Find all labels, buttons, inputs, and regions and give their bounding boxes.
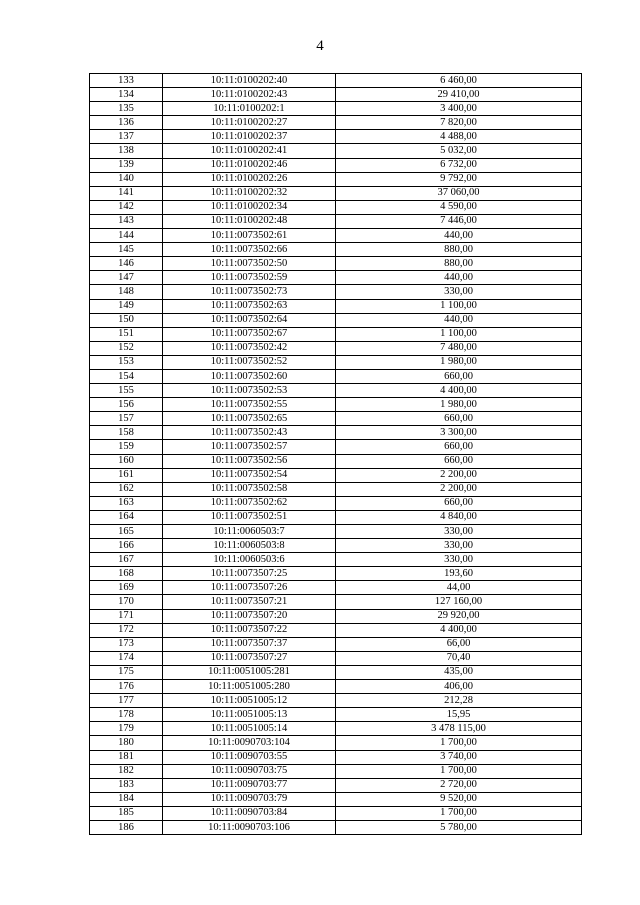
value-cell: 660,00 <box>336 369 582 383</box>
table-row <box>90 88 582 102</box>
row-number-cell: 159 <box>90 440 163 454</box>
cadastral-number-cell: 10:11:0073507:27 <box>163 651 336 665</box>
table-row <box>90 595 582 609</box>
row-number-cell: 172 <box>90 623 163 637</box>
cadastral-number-cell: 10:11:0073502:65 <box>163 412 336 426</box>
row-number-cell: 165 <box>90 525 163 539</box>
value-cell: 4 590,00 <box>336 200 582 214</box>
row-number-cell: 170 <box>90 595 163 609</box>
value-cell: 2 200,00 <box>336 482 582 496</box>
value-cell: 1 980,00 <box>336 398 582 412</box>
value-cell: 37 060,00 <box>336 186 582 200</box>
row-number-cell: 167 <box>90 553 163 567</box>
row-number-cell: 144 <box>90 229 163 243</box>
cadastral-number-cell: 10:11:0100202:34 <box>163 200 336 214</box>
value-cell: 3 300,00 <box>336 426 582 440</box>
cadastral-number-cell: 10:11:0073502:61 <box>163 229 336 243</box>
value-cell: 440,00 <box>336 313 582 327</box>
table-row <box>90 609 582 623</box>
table-row <box>90 680 582 694</box>
table-row <box>90 496 582 510</box>
value-cell: 1 700,00 <box>336 806 582 820</box>
row-number-cell: 157 <box>90 412 163 426</box>
value-cell: 660,00 <box>336 412 582 426</box>
row-number-cell: 148 <box>90 285 163 299</box>
row-number-cell: 138 <box>90 144 163 158</box>
row-number-cell: 158 <box>90 426 163 440</box>
table-row <box>90 398 582 412</box>
cadastral-number-cell: 10:11:0060503:8 <box>163 539 336 553</box>
row-number-cell: 186 <box>90 820 163 834</box>
table-row <box>90 778 582 792</box>
cadastral-number-cell: 10:11:0090703:84 <box>163 806 336 820</box>
value-cell: 1 100,00 <box>336 299 582 313</box>
value-cell: 44,00 <box>336 581 582 595</box>
row-number-cell: 179 <box>90 722 163 736</box>
row-number-cell: 140 <box>90 172 163 186</box>
row-number-cell: 156 <box>90 398 163 412</box>
table-row <box>90 426 582 440</box>
cadastral-number-cell: 10:11:0073507:25 <box>163 567 336 581</box>
row-number-cell: 152 <box>90 341 163 355</box>
table-row <box>90 327 582 341</box>
table-row <box>90 299 582 313</box>
cadastral-number-cell: 10:11:0090703:55 <box>163 750 336 764</box>
value-cell: 330,00 <box>336 525 582 539</box>
row-number-cell: 174 <box>90 651 163 665</box>
row-number-cell: 151 <box>90 327 163 341</box>
cadastral-number-cell: 10:11:0073502:67 <box>163 327 336 341</box>
table-row <box>90 186 582 200</box>
cadastral-number-cell: 10:11:0090703:106 <box>163 820 336 834</box>
cadastral-number-cell: 10:11:0090703:75 <box>163 764 336 778</box>
row-number-cell: 181 <box>90 750 163 764</box>
table-row <box>90 623 582 637</box>
cadastral-number-cell: 10:11:0073502:53 <box>163 384 336 398</box>
row-number-cell: 176 <box>90 680 163 694</box>
value-cell: 7 446,00 <box>336 214 582 228</box>
value-cell: 330,00 <box>336 553 582 567</box>
table-body <box>90 74 582 835</box>
row-number-cell: 137 <box>90 130 163 144</box>
cadastral-number-cell: 10:11:0073502:57 <box>163 440 336 454</box>
table-row <box>90 130 582 144</box>
cadastral-number-cell: 10:11:0100202:26 <box>163 172 336 186</box>
row-number-cell: 171 <box>90 609 163 623</box>
cadastral-number-cell: 10:11:0073507:37 <box>163 637 336 651</box>
table-row <box>90 736 582 750</box>
table-row <box>90 567 582 581</box>
value-cell: 880,00 <box>336 257 582 271</box>
row-number-cell: 147 <box>90 271 163 285</box>
row-number-cell: 164 <box>90 510 163 524</box>
row-number-cell: 160 <box>90 454 163 468</box>
value-cell: 6 732,00 <box>336 158 582 172</box>
value-cell: 440,00 <box>336 229 582 243</box>
value-cell: 15,95 <box>336 708 582 722</box>
row-number-cell: 184 <box>90 792 163 806</box>
cadastral-number-cell: 10:11:0051005:280 <box>163 680 336 694</box>
row-number-cell: 180 <box>90 736 163 750</box>
value-cell: 330,00 <box>336 285 582 299</box>
cadastral-number-cell: 10:11:0073502:43 <box>163 426 336 440</box>
cadastral-number-cell: 10:11:0100202:43 <box>163 88 336 102</box>
value-cell: 7 480,00 <box>336 341 582 355</box>
table-row <box>90 116 582 130</box>
value-cell: 212,28 <box>336 694 582 708</box>
table-row <box>90 510 582 524</box>
row-number-cell: 185 <box>90 806 163 820</box>
cadastral-number-cell: 10:11:0100202:32 <box>163 186 336 200</box>
cadastral-number-cell: 10:11:0060503:6 <box>163 553 336 567</box>
value-cell: 5 032,00 <box>336 144 582 158</box>
table-row <box>90 722 582 736</box>
table-row <box>90 243 582 257</box>
value-cell: 127 160,00 <box>336 595 582 609</box>
table-row <box>90 341 582 355</box>
table-row <box>90 369 582 383</box>
table-row <box>90 440 582 454</box>
cadastral-number-cell: 10:11:0051005:281 <box>163 665 336 679</box>
value-cell: 660,00 <box>336 454 582 468</box>
cadastral-number-cell: 10:11:0100202:1 <box>163 102 336 116</box>
cadastral-number-cell: 10:11:0073502:66 <box>163 243 336 257</box>
cadastral-number-cell: 10:11:0073502:62 <box>163 496 336 510</box>
table-row <box>90 806 582 820</box>
value-cell: 6 460,00 <box>336 74 582 88</box>
value-cell: 440,00 <box>336 271 582 285</box>
value-cell: 4 488,00 <box>336 130 582 144</box>
table-row <box>90 172 582 186</box>
table-row <box>90 750 582 764</box>
cadastral-number-cell: 10:11:0100202:27 <box>163 116 336 130</box>
value-cell: 7 820,00 <box>336 116 582 130</box>
cadastral-number-cell: 10:11:0090703:79 <box>163 792 336 806</box>
value-cell: 5 780,00 <box>336 820 582 834</box>
row-number-cell: 139 <box>90 158 163 172</box>
table-row <box>90 412 582 426</box>
cadastral-number-cell: 10:11:0073502:42 <box>163 341 336 355</box>
table-row <box>90 651 582 665</box>
value-cell: 4 840,00 <box>336 510 582 524</box>
value-cell: 1 100,00 <box>336 327 582 341</box>
row-number-cell: 143 <box>90 214 163 228</box>
table-row <box>90 454 582 468</box>
row-number-cell: 183 <box>90 778 163 792</box>
cadastral-number-cell: 10:11:0051005:14 <box>163 722 336 736</box>
row-number-cell: 155 <box>90 384 163 398</box>
table-row <box>90 144 582 158</box>
cadastral-number-cell: 10:11:0073502:52 <box>163 355 336 369</box>
cadastral-number-cell: 10:11:0073502:64 <box>163 313 336 327</box>
value-cell: 880,00 <box>336 243 582 257</box>
value-cell: 660,00 <box>336 440 582 454</box>
table-row <box>90 158 582 172</box>
cadastral-number-cell: 10:11:0090703:104 <box>163 736 336 750</box>
row-number-cell: 161 <box>90 468 163 482</box>
cadastral-number-cell: 10:11:0073502:73 <box>163 285 336 299</box>
row-number-cell: 169 <box>90 581 163 595</box>
table-row <box>90 820 582 834</box>
value-cell: 2 720,00 <box>336 778 582 792</box>
row-number-cell: 162 <box>90 482 163 496</box>
value-cell: 660,00 <box>336 496 582 510</box>
cadastral-number-cell: 10:11:0073502:50 <box>163 257 336 271</box>
cadastral-number-cell: 10:11:0073507:22 <box>163 623 336 637</box>
row-number-cell: 168 <box>90 567 163 581</box>
row-number-cell: 153 <box>90 355 163 369</box>
value-cell: 9 520,00 <box>336 792 582 806</box>
value-cell: 70,40 <box>336 651 582 665</box>
row-number-cell: 166 <box>90 539 163 553</box>
table-row <box>90 468 582 482</box>
table-row <box>90 74 582 88</box>
value-cell: 435,00 <box>336 665 582 679</box>
value-cell: 9 792,00 <box>336 172 582 186</box>
cadastral-number-cell: 10:11:0073502:54 <box>163 468 336 482</box>
value-cell: 4 400,00 <box>336 623 582 637</box>
value-cell: 193,60 <box>336 567 582 581</box>
row-number-cell: 177 <box>90 694 163 708</box>
row-number-cell: 163 <box>90 496 163 510</box>
row-number-cell: 175 <box>90 665 163 679</box>
table-row <box>90 102 582 116</box>
table-row <box>90 764 582 778</box>
cadastral-number-cell: 10:11:0060503:7 <box>163 525 336 539</box>
table-row <box>90 637 582 651</box>
table-row <box>90 482 582 496</box>
value-cell: 2 200,00 <box>336 468 582 482</box>
value-cell: 29 410,00 <box>336 88 582 102</box>
cadastral-number-cell: 10:11:0073502:59 <box>163 271 336 285</box>
cadastral-value-table <box>89 73 582 835</box>
value-cell: 3 740,00 <box>336 750 582 764</box>
cadastral-number-cell: 10:11:0073507:21 <box>163 595 336 609</box>
cadastral-number-cell: 10:11:0073502:63 <box>163 299 336 313</box>
table-row <box>90 285 582 299</box>
value-cell: 1 980,00 <box>336 355 582 369</box>
value-cell: 3 478 115,00 <box>336 722 582 736</box>
row-number-cell: 135 <box>90 102 163 116</box>
row-number-cell: 146 <box>90 257 163 271</box>
table-row <box>90 257 582 271</box>
table-row <box>90 313 582 327</box>
row-number-cell: 133 <box>90 74 163 88</box>
cadastral-number-cell: 10:11:0073502:55 <box>163 398 336 412</box>
value-cell: 330,00 <box>336 539 582 553</box>
table-row <box>90 355 582 369</box>
value-cell: 1 700,00 <box>336 736 582 750</box>
table-row <box>90 229 582 243</box>
cadastral-number-cell: 10:11:0073507:26 <box>163 581 336 595</box>
table-row <box>90 553 582 567</box>
table-row <box>90 539 582 553</box>
row-number-cell: 134 <box>90 88 163 102</box>
table-row <box>90 384 582 398</box>
table-row <box>90 200 582 214</box>
row-number-cell: 150 <box>90 313 163 327</box>
value-cell: 406,00 <box>336 680 582 694</box>
value-cell: 1 700,00 <box>336 764 582 778</box>
row-number-cell: 136 <box>90 116 163 130</box>
table-row <box>90 214 582 228</box>
cadastral-number-cell: 10:11:0100202:48 <box>163 214 336 228</box>
cadastral-number-cell: 10:11:0073507:20 <box>163 609 336 623</box>
table-row <box>90 694 582 708</box>
cadastral-number-cell: 10:11:0073502:60 <box>163 369 336 383</box>
row-number-cell: 173 <box>90 637 163 651</box>
row-number-cell: 182 <box>90 764 163 778</box>
row-number-cell: 145 <box>90 243 163 257</box>
page-number: 4 <box>316 38 324 54</box>
table-row <box>90 581 582 595</box>
row-number-cell: 149 <box>90 299 163 313</box>
cadastral-number-cell: 10:11:0100202:46 <box>163 158 336 172</box>
cadastral-number-cell: 10:11:0073502:56 <box>163 454 336 468</box>
table-row <box>90 271 582 285</box>
cadastral-number-cell: 10:11:0100202:40 <box>163 74 336 88</box>
value-cell: 3 400,00 <box>336 102 582 116</box>
table-row <box>90 708 582 722</box>
value-cell: 29 920,00 <box>336 609 582 623</box>
table-row <box>90 792 582 806</box>
row-number-cell: 141 <box>90 186 163 200</box>
cadastral-number-cell: 10:11:0051005:12 <box>163 694 336 708</box>
cadastral-number-cell: 10:11:0073502:51 <box>163 510 336 524</box>
row-number-cell: 178 <box>90 708 163 722</box>
value-cell: 66,00 <box>336 637 582 651</box>
value-cell: 4 400,00 <box>336 384 582 398</box>
cadastral-number-cell: 10:11:0100202:37 <box>163 130 336 144</box>
row-number-cell: 154 <box>90 369 163 383</box>
cadastral-number-cell: 10:11:0100202:41 <box>163 144 336 158</box>
table-row <box>90 525 582 539</box>
cadastral-number-cell: 10:11:0051005:13 <box>163 708 336 722</box>
cadastral-number-cell: 10:11:0073502:58 <box>163 482 336 496</box>
table-row <box>90 665 582 679</box>
cadastral-number-cell: 10:11:0090703:77 <box>163 778 336 792</box>
row-number-cell: 142 <box>90 200 163 214</box>
